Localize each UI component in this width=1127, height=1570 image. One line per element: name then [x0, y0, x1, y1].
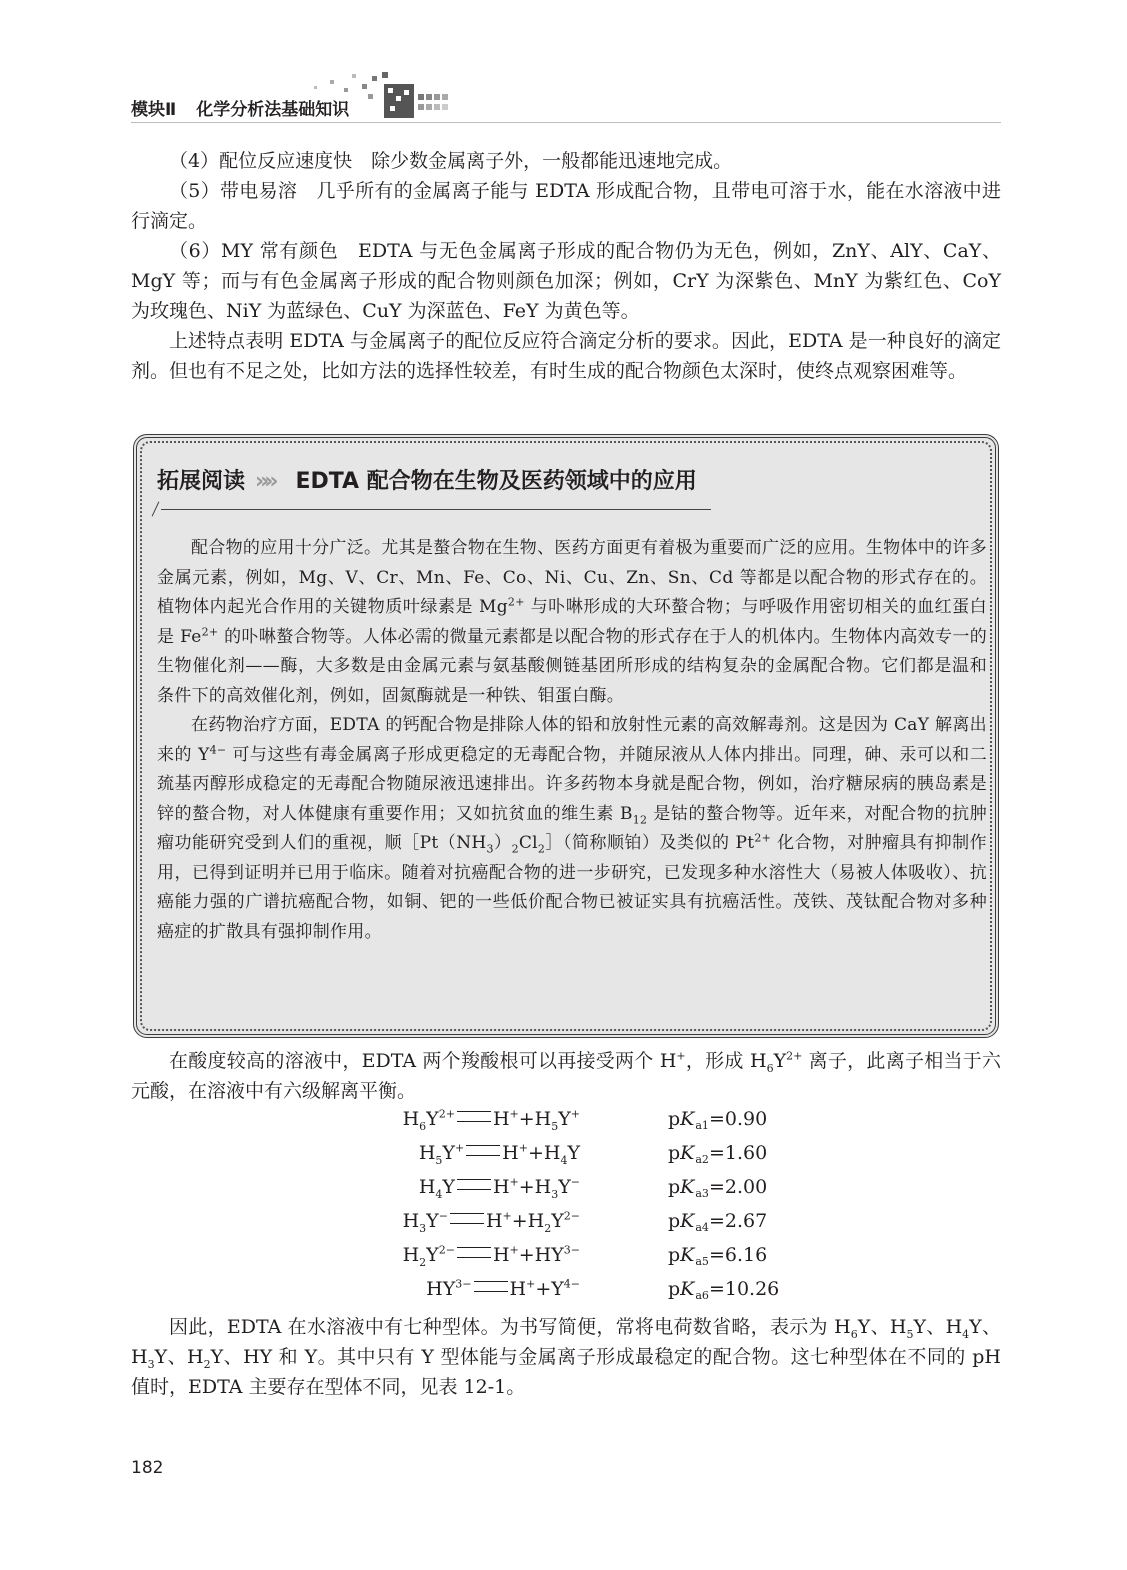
equilibrium-row	[330, 1276, 830, 1310]
eq-text: H	[402, 1108, 420, 1130]
text-run: 在药物治疗方面，EDTA 的钙配合物是排除人体的铅和放射性元素的高效解毒剂。这是因为 CaY 解离出来的 Y	[157, 715, 987, 765]
superscript: +	[509, 1243, 519, 1257]
paragraph-feature-5: （5）带电易溶 几乎所有的金属离子能与 EDTA 形成配合物，且带电可溶于水，能在水溶液中进行滴定。	[131, 180, 1001, 232]
text-run: Y、H	[857, 1316, 907, 1338]
pk-p: p	[668, 1142, 681, 1164]
text-run: Y、HY 和 Y。其中只有 Y 型体能与金属离子形成最稳定的配合物。这七种型体在不同的 pH 值时，EDTA 主要存在型体不同，见表 12-1。	[131, 1346, 1001, 1398]
pk-number: =2.67	[708, 1210, 768, 1232]
superscript: 2+	[786, 1049, 803, 1063]
pk-p: p	[668, 1244, 681, 1266]
superscript: 2+	[201, 624, 219, 638]
pk-subscript: a3	[695, 1187, 709, 1200]
pk-p: p	[668, 1278, 681, 1300]
eq-text: +H	[518, 1176, 552, 1198]
superscript: 2−	[438, 1243, 455, 1257]
pk-number: =0.90	[708, 1108, 768, 1130]
superscript: +	[509, 1175, 519, 1189]
subscript: 3	[486, 842, 494, 856]
pk-number: =2.00	[708, 1176, 768, 1198]
subscript: 3	[551, 1187, 559, 1201]
equilibrium-arrow-icon	[457, 1111, 491, 1122]
paragraph-summary: 上述特点表明 EDTA 与金属离子的配位反应符合滴定分析的要求。因此，EDTA 是一种良好的滴定剂。但也有不足之处，比如方法的选择性较差，有时生成的配合物颜色太深时，使终点观察困难等。	[131, 330, 1001, 382]
subscript: 5	[435, 1153, 443, 1167]
page-number: 182	[131, 1458, 164, 1478]
subscript: 4	[560, 1153, 568, 1167]
eq-text: H	[509, 1278, 527, 1300]
pk-p: p	[668, 1108, 681, 1130]
eq-text: +HY	[518, 1244, 564, 1266]
superscript: 2+	[438, 1107, 455, 1121]
text-run: 可与这些有毒金属离子形成更稳定的无毒配合物，并随尿液从人体内排出。同理，砷、汞可以和二巯基丙醇形成稳定的无毒配合物随尿液迅速排出。许多药物本身就是配合物，例如，治疗糖尿病的胰岛素是锌的螯合物，对人体健康有重要作用；又如抗贫血的维生素 B	[157, 744, 987, 824]
pk-k: K	[680, 1278, 695, 1300]
subscript: 3	[419, 1221, 427, 1235]
subscript: 5	[906, 1327, 914, 1341]
equilibrium-list	[330, 1106, 830, 1310]
subscript: 12	[632, 812, 648, 826]
pk-subscript: a1	[695, 1119, 709, 1132]
text-run: 在酸度较高的溶液中，EDTA 两个羧酸根可以再接受两个 H	[169, 1050, 677, 1072]
pka-value	[668, 1278, 779, 1302]
eq-text: Y	[558, 1108, 571, 1130]
eq-text: H	[402, 1244, 420, 1266]
superscript: 2−	[563, 1209, 580, 1223]
pk-subscript: a6	[695, 1289, 709, 1302]
intro-section	[131, 146, 1001, 386]
superscript: 3−	[563, 1243, 580, 1257]
superscript: +	[570, 1107, 580, 1121]
eq-text: H	[418, 1176, 436, 1198]
superscript: +	[502, 1209, 512, 1223]
text-run: Y	[773, 1050, 787, 1072]
subscript: 4	[435, 1187, 443, 1201]
header-module-title	[131, 95, 349, 120]
subscript: 6	[850, 1327, 858, 1341]
acid-paragraph	[131, 1046, 1001, 1106]
equilibrium-equation	[402, 1243, 580, 1269]
pka-value	[668, 1210, 767, 1234]
equilibrium-arrow-icon	[450, 1213, 484, 1224]
extended-reading-title: EDTA 配合物在生物及医药领域中的应用	[295, 469, 697, 494]
subscript: 4	[962, 1327, 970, 1341]
eq-text: +H	[511, 1210, 545, 1232]
text-run: 的卟啉螯合物等。人体必需的微量元素都是以配合物的形式存在于人的机体内。生物体内高效专一的生物催化剂——酶，大多数是由金属元素与氨基酸侧链基团所形成的结构复杂的金属配合物。它们都是温和条件下的高效催化剂，例如，固氮酶就是一种铁、钼蛋白酶。	[157, 626, 987, 706]
extended-reading-rule	[161, 509, 711, 510]
acid-paragraph-section	[131, 1046, 1001, 1106]
eq-text: Y	[426, 1108, 439, 1130]
equilibrium-arrow-icon	[466, 1145, 500, 1156]
text-run: Cl	[518, 833, 538, 853]
superscript: −	[438, 1209, 448, 1223]
equilibrium-arrow-icon	[457, 1247, 491, 1258]
equilibrium-equation	[426, 1278, 580, 1300]
subscript: 5	[551, 1119, 559, 1133]
module-label: 模块Ⅱ	[131, 100, 177, 120]
equilibrium-arrow-icon	[457, 1179, 491, 1190]
pk-number: =1.60	[708, 1142, 768, 1164]
subscript: 3	[147, 1357, 155, 1371]
reading-paragraph-1	[157, 534, 987, 711]
equilibrium-equation	[402, 1107, 580, 1133]
pk-k: K	[680, 1176, 695, 1198]
superscript: +	[676, 1049, 686, 1063]
eq-text: +Y	[535, 1278, 564, 1300]
eq-text: H	[492, 1176, 510, 1198]
superscript: −	[570, 1175, 580, 1189]
pk-p: p	[668, 1210, 681, 1232]
superscript: +	[526, 1277, 536, 1291]
superscript: 4−	[563, 1277, 580, 1291]
pk-subscript: a4	[695, 1221, 709, 1234]
text-run: 化合物，对肿瘤具有抑制作用，已得到证明并已用于临床。随着对抗癌配合物的进一步研究，已发现多种水溶性大（易被人体吸收）、抗癌能力强的广谱抗癌配合物，如铜、钯的一些低价配合物已被证实具有抗癌活性。茂铁、茂钛配合物对多种癌症的扩散具有强抑制作用。	[157, 833, 987, 942]
superscript: 2+	[507, 595, 525, 609]
text-run: ］（简称顺铂）及类似的 Pt	[545, 833, 755, 853]
module-title: 化学分析法基础知识	[196, 100, 350, 120]
eq-text: H	[418, 1142, 436, 1164]
equilibrium-arrow-icon	[474, 1281, 508, 1292]
text-run: 因此，EDTA 在水溶液中有七种型体。为书写简便，常将电荷数省略，表示为 H	[169, 1316, 851, 1338]
text-run: ）	[493, 833, 512, 853]
text-run: ，形成 H	[685, 1050, 767, 1072]
subscript: 2	[537, 842, 546, 856]
superscript: 2+	[754, 831, 772, 845]
text-run: Y、H	[131, 1316, 1001, 1368]
subscript: 2	[511, 842, 519, 856]
paragraph-feature-6: （6）MY 常有颜色 EDTA 与无色金属离子形成的配合物仍为无色，例如，ZnY、AlY、CaY、MgY 等；而与有色金属离子形成的配合物则颜色加深；例如，CrY 为深紫色、MnY 为紫红色、CoY 为玫瑰色、NiY 为蓝绿色、CuY 为深蓝色、FeY 为黄色等。	[131, 240, 1001, 322]
text-run: 配合物的应用十分广泛。尤其是螯合物在生物、医药方面更有着极为重要而广泛的应用。生物体中的许多金属元素，例如，Mg、V、Cr、Mn、Fe、Co、Ni、Cu、Zn、Sn、Cd 等都是以配合物的形式存在的。植物体内起光合作用的关键物质叶绿素是 Mg	[157, 538, 987, 617]
eq-text: Y	[558, 1176, 571, 1198]
pk-subscript: a5	[695, 1255, 709, 1268]
subscript: 6	[419, 1119, 427, 1133]
text-run: 与卟啉形成的大环螯合物；与呼吸作用密切相关的血红蛋白是 Fe	[157, 597, 987, 647]
eq-text: H	[402, 1210, 420, 1232]
eq-text: +H	[527, 1142, 561, 1164]
species-paragraph	[131, 1312, 1001, 1402]
superscript: +	[509, 1107, 519, 1121]
subscript: 6	[766, 1061, 774, 1075]
pk-k: K	[680, 1142, 695, 1164]
reading-paragraph-2	[157, 711, 987, 947]
equilibrium-equation	[402, 1209, 580, 1235]
eq-text: Y	[426, 1210, 439, 1232]
equilibrium-row	[330, 1106, 830, 1140]
eq-text: Y	[442, 1142, 455, 1164]
eq-text: Y	[426, 1244, 439, 1266]
pk-number: =10.26	[708, 1278, 780, 1300]
pka-value	[668, 1108, 767, 1132]
text-run: Y、H	[913, 1316, 963, 1338]
header-rule	[131, 122, 1001, 123]
pka-value	[668, 1142, 767, 1166]
eq-text: H	[492, 1108, 510, 1130]
pk-k: K	[680, 1108, 695, 1130]
eq-text: H	[485, 1210, 503, 1232]
eq-text: Y	[442, 1176, 455, 1198]
text-run: Y、H	[154, 1346, 204, 1368]
pk-k: K	[680, 1210, 695, 1232]
subscript: 2	[203, 1357, 211, 1371]
paragraph-feature-4: （4）配位反应速度快 除少数金属离子外，一般都能迅速地完成。	[169, 150, 733, 172]
species-paragraph-section	[131, 1312, 1001, 1402]
extended-reading-label: 拓展阅读	[157, 469, 246, 494]
superscript: +	[454, 1141, 465, 1155]
superscript: +	[518, 1141, 528, 1155]
extended-reading-body	[157, 534, 987, 947]
eq-text: HY	[426, 1278, 456, 1300]
text-run: 是钴的螯合物等。近年来，对配合物的抗肿瘤功能研究受到人们的重视，顺［Pt（NH	[157, 803, 988, 853]
extended-reading-header	[157, 464, 697, 495]
page-header	[0, 0, 1127, 130]
equilibrium-row	[330, 1242, 830, 1276]
eq-text: H	[502, 1142, 519, 1164]
equilibrium-row	[330, 1174, 830, 1208]
equilibrium-equation	[418, 1175, 580, 1201]
pk-number: =6.16	[708, 1244, 768, 1266]
text-run: 离子，此离子相当于六元酸，在溶液中有六级解离平衡。	[131, 1050, 1002, 1102]
pk-subscript: a2	[695, 1153, 709, 1166]
extended-reading-box	[133, 434, 999, 1038]
pk-p: p	[668, 1176, 681, 1198]
subscript: 2	[544, 1221, 552, 1235]
pka-value	[668, 1244, 767, 1268]
pk-k: K	[680, 1244, 695, 1266]
superscript: 4−	[209, 742, 227, 756]
eq-text: Y	[551, 1210, 564, 1232]
equilibrium-equation	[418, 1141, 580, 1167]
superscript: 3−	[455, 1277, 472, 1291]
chevron-icon: »»	[255, 469, 274, 494]
eq-text: +H	[518, 1108, 552, 1130]
subscript: 2	[419, 1255, 427, 1269]
eq-text: Y	[567, 1142, 580, 1164]
pka-value	[668, 1176, 767, 1200]
equilibrium-row	[330, 1140, 830, 1174]
equilibrium-row	[330, 1208, 830, 1242]
eq-text: H	[492, 1244, 510, 1266]
